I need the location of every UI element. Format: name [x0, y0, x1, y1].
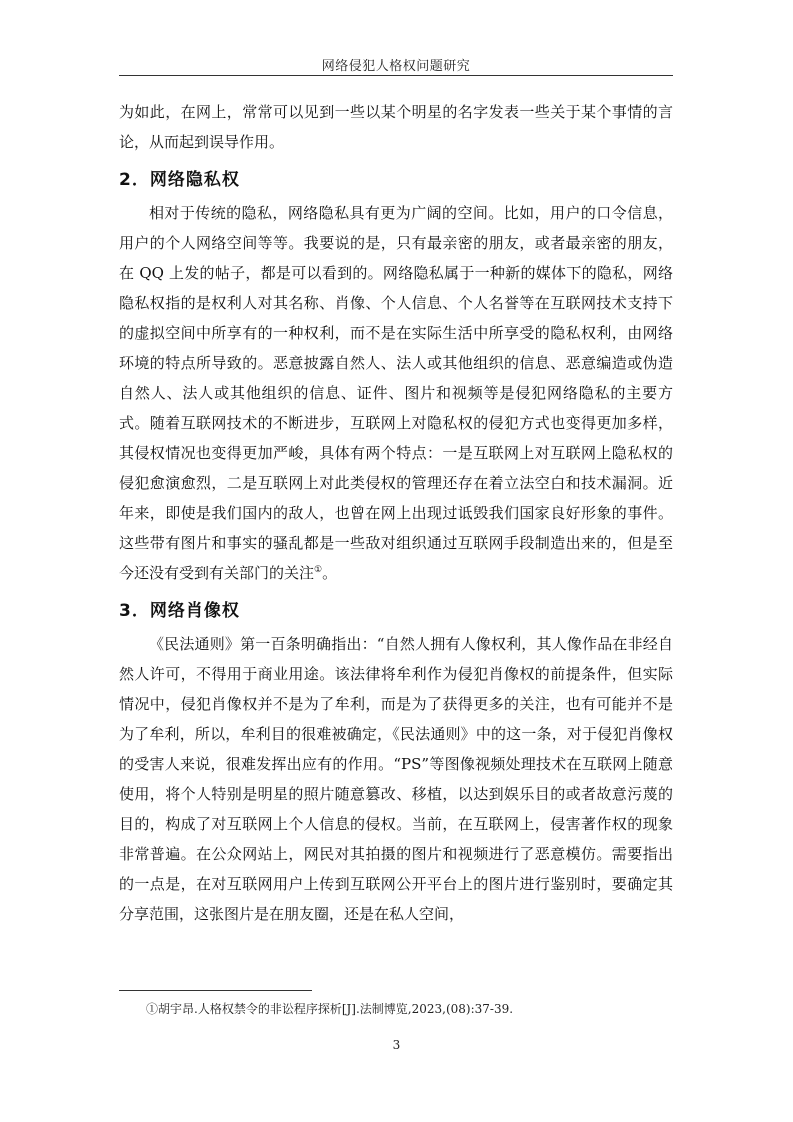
- paragraph-continued: 为如此，在网上，常常可以见到一些以某个明星的名字发表一些关于某个事情的言论，从而起到误导作用。: [119, 103, 673, 151]
- section-heading-privacy: 2．网络隐私权: [119, 170, 240, 190]
- paragraph-privacy-end: 。: [322, 564, 338, 582]
- section-heading-portrait: 3．网络肖像权: [119, 601, 240, 621]
- footnote-divider: [119, 990, 312, 991]
- page-body: [119, 97, 673, 929]
- header-divider: [119, 75, 673, 76]
- paragraph-privacy-text: 相对于传统的隐私，网络隐私具有更为广阔的空间。比如，用户的口令信息，用户的个人网络空间等等。我要说的是，只有最亲密的朋友，或者最亲密的朋友，在 QQ 上发的帖子，都是可以看到的。网络隐私属于一种新的媒体下的隐私，网络隐私权指的是权利人对其名称、肖像、个人信息、个人名誉等在互联网技术支持下的虚拟空间中所享有的一种权利，而不是在实际生活中所享受的隐私权利，由网络环境的特点所导致的。恶意披露自然人、法人或其他组织的信息、恶意编造或伪造自然人、法人或其他组织的信息、证件、图片和视频等是侵犯网络隐私的主要方式。随着互联网技术的不断进步，互联网上对隐私权的侵犯方式也变得更加多样，其侵权情况也变得更加严峻，具体有两个特点：一是互联网上对互联网上隐私权的侵犯愈演愈烈，二是互联网上对此类侵权的管理还存在着立法空白和技术漏洞。近年来，即使是我们国内的敌人，也曾在网上出现过诋毁我们国家良好形象的事件。这些带有图片和事实的骚乱都是一些敌对组织通过互联网手段制造出来的，但是至今还没有受到有关部门的关注: [119, 204, 673, 582]
- footnote-text: ①胡宇昂.人格权禁令的非讼程序探析[J].法制博览,2023,(08):37-39.: [146, 1002, 514, 1016]
- page-number: 3: [392, 1038, 401, 1052]
- paragraph-privacy: [119, 198, 673, 588]
- page-header-title: 网络侵犯人格权问题研究: [321, 59, 471, 74]
- footnote-marker[interactable]: ①: [314, 565, 323, 575]
- paragraph-portrait: 《民法通则》第一百条明确指出：“自然人拥有人像权利，其人像作品在非经自然人许可，不得用于商业用途。该法律将牟利作为侵犯肖像权的前提条件，但实际情况中，侵犯肖像权并不是为了牟利，而是为了获得更多的关注，也有可能并不是为了牟利，所以，牟利目的很难被确定，《民法通则》中的这一条，对于侵犯肖像权的受害人来说，很难发挥出应有的作用。“PS”等图像视频处理技术在互联网上随意使用，将个人特别是明星的照片随意篡改、移植，以达到娱乐目的或者故意污蔑的目的，构成了对互联网上个人信息的侵权。当前，在互联网上，侵害著作权的现象非常普遍。在公众网站上，网民对其拍摄的图片和视频进行了恶意模仿。需要指出的一点是，在对互联网用户上传到互联网公开平台上的图片进行鉴别时，要确定其分享范围，这张图片是在朋友圈，还是在私人空间，: [119, 635, 673, 923]
